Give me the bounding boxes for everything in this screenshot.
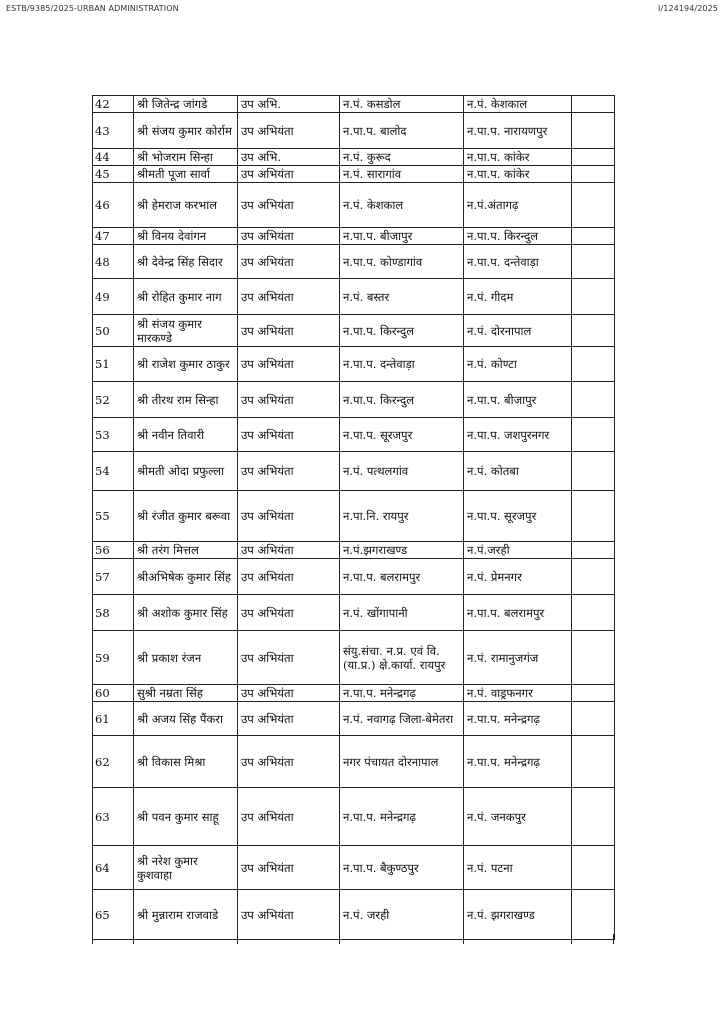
serial-number-cell: 51 — [93, 347, 134, 382]
new-posting-cell: न.पं.अंतागढ़ — [464, 183, 572, 228]
new-posting-cell: न.पा.प. मनेन्द्रगढ़ — [464, 736, 572, 788]
new-posting-cell: न.पा.प. दन्तेवाड़ा — [464, 245, 572, 279]
current-posting-cell: नगर पंचायत दोरनापाल — [340, 736, 464, 788]
new-posting-cell: न.पं. पटना — [464, 846, 572, 890]
current-posting-cell: न.पा.प. बलरामपुर — [340, 559, 464, 595]
employee-name-cell: श्री रोहित कुमार नाग — [134, 279, 238, 315]
table-row — [93, 890, 615, 940]
remarks-cell — [572, 183, 615, 228]
employee-name-cell: श्री विकास मिश्रा — [134, 736, 238, 788]
current-posting-cell: न.पं. खोंगापानी — [340, 595, 464, 631]
serial-number-cell: 43 — [93, 113, 134, 149]
employee-name-cell: श्री हेमराज करभाल — [134, 183, 238, 228]
current-posting-cell: न.पा.प. किरन्दुल — [340, 315, 464, 347]
serial-number-cell: 54 — [93, 452, 134, 491]
transfer-table-body — [93, 96, 615, 940]
new-posting-cell: न.पं.जरही — [464, 542, 572, 559]
remarks-cell — [572, 559, 615, 595]
employee-name-cell: श्री राजेश कुमार ठाकुर — [134, 347, 238, 382]
remarks-cell — [572, 418, 615, 452]
new-posting-cell: न.पं. कोतबा — [464, 452, 572, 491]
remarks-cell — [572, 491, 615, 542]
remarks-cell — [572, 382, 615, 418]
employee-name-cell: श्री तरंग मित्तल — [134, 542, 238, 559]
serial-number-cell: 50 — [93, 315, 134, 347]
designation-cell: उप अभियंता — [238, 559, 340, 595]
designation-cell: उप अभियंता — [238, 245, 340, 279]
serial-number-cell: 63 — [93, 788, 134, 846]
transfer-table — [92, 95, 615, 940]
remarks-cell — [572, 890, 615, 940]
employee-name-cell: श्री रंजीत कुमार बरूवा — [134, 491, 238, 542]
table-row — [93, 228, 615, 245]
document-reference: ESTB/9385/2025-URBAN ADMINISTRATION — [6, 4, 179, 13]
serial-number-cell: 60 — [93, 685, 134, 702]
new-posting-cell: न.पा.प. किरन्दुल — [464, 228, 572, 245]
current-posting-cell: न.पं. कसडोल — [340, 96, 464, 113]
serial-number-cell: 64 — [93, 846, 134, 890]
employee-name-cell: श्री प्रकाश रंजन — [134, 631, 238, 685]
designation-cell: उप अभियंता — [238, 382, 340, 418]
current-posting-cell: न.पा.प. मनेन्द्रगढ़ — [340, 788, 464, 846]
remarks-cell — [572, 452, 615, 491]
serial-number-cell: 62 — [93, 736, 134, 788]
new-posting-cell: न.पा.प. नारायणपुर — [464, 113, 572, 149]
current-posting-cell: न.पा.प. बालोद — [340, 113, 464, 149]
table-row — [93, 846, 615, 890]
serial-number-cell: 42 — [93, 96, 134, 113]
serial-number-cell: 57 — [93, 559, 134, 595]
remarks-cell — [572, 113, 615, 149]
table-row — [93, 595, 615, 631]
current-posting-cell: न.पा.प. बीजापुर — [340, 228, 464, 245]
employee-name-cell: श्री संजय कुमार कोर्राम — [134, 113, 238, 149]
employee-name-cell: श्री देवेन्द्र सिंह सिदार — [134, 245, 238, 279]
serial-number-cell: 46 — [93, 183, 134, 228]
remarks-cell — [572, 149, 615, 166]
new-posting-cell: न.पं. प्रेमनगर — [464, 559, 572, 595]
remarks-cell — [572, 702, 615, 736]
new-posting-cell: न.पं. केशकाल — [464, 96, 572, 113]
serial-number-cell: 56 — [93, 542, 134, 559]
designation-cell: उप अभियंता — [238, 228, 340, 245]
new-posting-cell: न.पं. दोरनापाल — [464, 315, 572, 347]
current-posting-cell: न.पं. केशकाल — [340, 183, 464, 228]
serial-number-cell: 59 — [93, 631, 134, 685]
designation-cell: उप अभियंता — [238, 542, 340, 559]
current-posting-cell: न.पा.प. सूरजपुर — [340, 418, 464, 452]
designation-cell: उप अभियंता — [238, 685, 340, 702]
current-posting-cell: न.पं. नवागढ़ जिला-बेमेतरा — [340, 702, 464, 736]
current-posting-cell: न.पं. सारागांव — [340, 166, 464, 183]
new-posting-cell: न.पा.प. कांकेर — [464, 166, 572, 183]
table-row — [93, 279, 615, 315]
designation-cell: उप अभियंता — [238, 183, 340, 228]
designation-cell: उप अभियंता — [238, 631, 340, 685]
new-posting-cell: न.पा.प. सूरजपुर — [464, 491, 572, 542]
designation-cell: उप अभियंता — [238, 452, 340, 491]
table-row — [93, 702, 615, 736]
employee-name-cell: श्री अजय सिंह पैंकरा — [134, 702, 238, 736]
current-posting-cell: न.पा.प. मनेन्द्रगढ़ — [340, 685, 464, 702]
designation-cell: उप अभियंता — [238, 702, 340, 736]
employee-name-cell: श्री नरेश कुमार कुशवाहा — [134, 846, 238, 890]
current-posting-cell: संयु.संचा. न.प्र. एवं वि.(या.प्र.) क्षे.कार्या. रायपुर — [340, 631, 464, 685]
table-row — [93, 542, 615, 559]
employee-name-cell: श्रीमती पूजा सार्वा — [134, 166, 238, 183]
remarks-cell — [572, 542, 615, 559]
employee-name-cell: श्री संजय कुमार मारकण्डे — [134, 315, 238, 347]
current-posting-cell: न.पा.प. किरन्दुल — [340, 382, 464, 418]
serial-number-cell: 44 — [93, 149, 134, 166]
employee-name-cell: श्री विनय देवांगन — [134, 228, 238, 245]
new-posting-cell: न.पा.प. बीजापुर — [464, 382, 572, 418]
table-row — [93, 559, 615, 595]
table-row — [93, 491, 615, 542]
remarks-cell — [572, 279, 615, 315]
table-row — [93, 788, 615, 846]
current-posting-cell: न.पं. कुरूद — [340, 149, 464, 166]
employee-name-cell: सुश्री नम्रता सिंह — [134, 685, 238, 702]
employee-name-cell: श्री मुन्नाराम राजवाडे — [134, 890, 238, 940]
new-posting-cell: न.पा.प. जशपुरनगर — [464, 418, 572, 452]
serial-number-cell: 55 — [93, 491, 134, 542]
serial-number-cell: 65 — [93, 890, 134, 940]
employee-name-cell: श्री भोजराम सिन्हा — [134, 149, 238, 166]
remarks-cell — [572, 347, 615, 382]
table-row — [93, 382, 615, 418]
employee-name-cell: श्री नवीन तिवारी — [134, 418, 238, 452]
new-posting-cell: न.पं. गीदम — [464, 279, 572, 315]
designation-cell: उप अभियंता — [238, 418, 340, 452]
current-posting-cell: न.पं.झगराखण्ड — [340, 542, 464, 559]
designation-cell: उप अभियंता — [238, 347, 340, 382]
table-continuation — [92, 934, 614, 944]
serial-number-cell: 49 — [93, 279, 134, 315]
designation-cell: उप अभियंता — [238, 491, 340, 542]
designation-cell: उप अभियंता — [238, 890, 340, 940]
serial-number-cell: 48 — [93, 245, 134, 279]
current-posting-cell: न.पा.प. बैकुण्ठपुर — [340, 846, 464, 890]
table-row — [93, 315, 615, 347]
table-row — [93, 166, 615, 183]
remarks-cell — [572, 166, 615, 183]
designation-cell: उप अभियंता — [238, 166, 340, 183]
new-posting-cell: न.पा.प. मनेन्द्रगढ़ — [464, 702, 572, 736]
current-posting-cell: न.पा.नि. रायपुर — [340, 491, 464, 542]
new-posting-cell: न.पं. जनकपुर — [464, 788, 572, 846]
employee-name-cell: श्री अशोक कुमार सिंह — [134, 595, 238, 631]
current-posting-cell: न.पा.प. कोण्डागांव — [340, 245, 464, 279]
employee-name-cell: श्री पवन कुमार साहू — [134, 788, 238, 846]
current-posting-cell: न.पा.प. दन्तेवाड़ा — [340, 347, 464, 382]
new-posting-cell: न.पा.प. बलरामपुर — [464, 595, 572, 631]
table-row — [93, 631, 615, 685]
designation-cell: उप अभियंता — [238, 279, 340, 315]
designation-cell: उप अभि. — [238, 149, 340, 166]
serial-number-cell: 58 — [93, 595, 134, 631]
table-row — [93, 183, 615, 228]
designation-cell: उप अभियंता — [238, 736, 340, 788]
employee-name-cell: श्री जितेन्द्र जांगडे — [134, 96, 238, 113]
table-row — [93, 418, 615, 452]
designation-cell: उप अभियंता — [238, 846, 340, 890]
remarks-cell — [572, 631, 615, 685]
new-posting-cell: न.पं. वाड्रफनगर — [464, 685, 572, 702]
remarks-cell — [572, 595, 615, 631]
new-posting-cell: न.पा.प. कांकेर — [464, 149, 572, 166]
serial-number-cell: 52 — [93, 382, 134, 418]
table-row — [93, 347, 615, 382]
new-posting-cell: न.पं. झगराखण्ड — [464, 890, 572, 940]
remarks-cell — [572, 846, 615, 890]
remarks-cell — [572, 788, 615, 846]
table-row — [93, 736, 615, 788]
designation-cell: उप अभि. — [238, 96, 340, 113]
new-posting-cell: न.पं. कोण्टा — [464, 347, 572, 382]
table-row — [93, 245, 615, 279]
table-row — [93, 113, 615, 149]
remarks-cell — [572, 685, 615, 702]
remarks-cell — [572, 96, 615, 113]
new-posting-cell: न.पं. रामानुजगंज — [464, 631, 572, 685]
serial-number-cell: 45 — [93, 166, 134, 183]
designation-cell: उप अभियंता — [238, 595, 340, 631]
table-row — [93, 685, 615, 702]
designation-cell: उप अभियंता — [238, 315, 340, 347]
employee-name-cell: श्री तीरथ राम सिन्हा — [134, 382, 238, 418]
serial-number-cell: 47 — [93, 228, 134, 245]
current-posting-cell: न.पं. पत्थलगांव — [340, 452, 464, 491]
designation-cell: उप अभियंता — [238, 788, 340, 846]
table-row — [93, 96, 615, 113]
employee-name-cell: श्रीमती ओदा प्रफुल्ला — [134, 452, 238, 491]
table-row — [93, 452, 615, 491]
receipt-number: I/124194/2025 — [658, 4, 718, 13]
current-posting-cell: न.पं. बस्तर — [340, 279, 464, 315]
serial-number-cell: 61 — [93, 702, 134, 736]
serial-number-cell: 53 — [93, 418, 134, 452]
designation-cell: उप अभियंता — [238, 113, 340, 149]
current-posting-cell: न.पं. जरही — [340, 890, 464, 940]
remarks-cell — [572, 315, 615, 347]
remarks-cell — [572, 736, 615, 788]
remarks-cell — [572, 228, 615, 245]
employee-name-cell: श्रीअभिषेक कुमार सिंह — [134, 559, 238, 595]
table-row — [93, 149, 615, 166]
remarks-cell — [572, 245, 615, 279]
